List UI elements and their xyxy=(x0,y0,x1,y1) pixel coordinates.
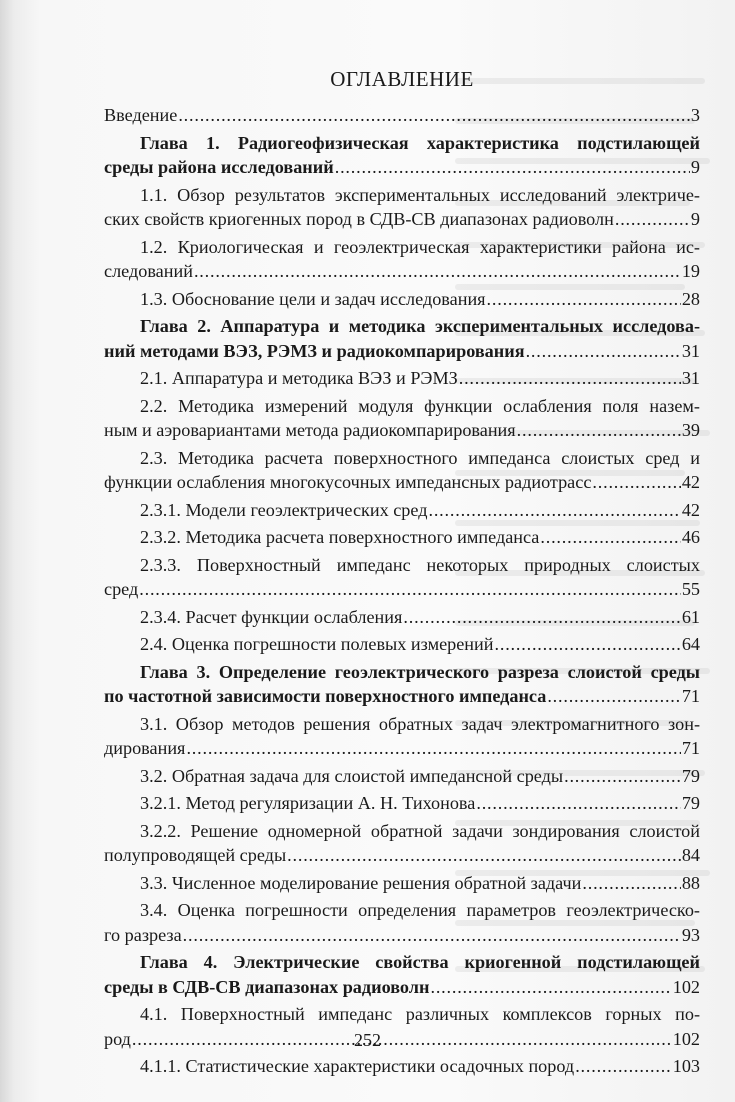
toc-entry-text: Глава 2. Аппаратура и методика экспериментальных исследова- xyxy=(140,316,700,336)
toc-entry-text: 3.3. Численное моделирование решения обратной задачи xyxy=(140,872,582,893)
toc-entry-line xyxy=(104,819,700,844)
toc-entry-line xyxy=(104,712,700,737)
toc-page-number: 71 xyxy=(681,738,700,758)
toc-page-number: 84 xyxy=(681,845,700,865)
dot-leader xyxy=(575,1054,672,1079)
toc-entry xyxy=(104,103,700,128)
toc-entry-line xyxy=(104,235,700,260)
toc-page-number: 46 xyxy=(681,527,700,547)
toc-entry-line xyxy=(104,660,700,685)
toc-entry-leader-line xyxy=(104,498,700,523)
toc-entry-text: 1.2. Криологическая и геоэлектрическая характеристики района ис- xyxy=(140,236,700,257)
dot-leader xyxy=(428,498,680,523)
toc-entry-text: 2.3.2. Методика расчета поверхностного импеданса xyxy=(140,527,540,547)
toc-page-number: 28 xyxy=(681,288,700,309)
toc-entry-text: дирования xyxy=(104,738,186,758)
toc-entry-text: Введение xyxy=(104,105,178,125)
toc-entry-line xyxy=(104,1002,700,1027)
toc-entry xyxy=(104,366,700,391)
toc-entry-leader-line xyxy=(104,577,700,602)
toc-entry xyxy=(104,287,700,312)
dot-leader xyxy=(459,366,681,391)
toc-entry xyxy=(104,235,700,284)
toc-entry xyxy=(104,553,700,602)
dot-leader xyxy=(547,684,680,709)
toc-entries xyxy=(104,103,700,1079)
toc-entry-text: полупроводящей среды xyxy=(104,845,287,865)
toc-entry-text: 4.1.1. Статистические характеристики осадочных пород xyxy=(140,1056,575,1076)
toc-entry-leader-line xyxy=(104,871,700,896)
toc-entry-leader-line xyxy=(104,339,700,364)
dot-leader xyxy=(592,470,680,495)
toc-entry-leader-line xyxy=(104,975,700,1000)
dot-leader xyxy=(517,418,681,443)
toc-entry xyxy=(104,525,700,550)
dot-leader xyxy=(615,207,690,232)
toc-page-number: 42 xyxy=(681,472,700,492)
toc-entry-text: 1.1. Обзор результатов экспериментальных исследований электриче- xyxy=(140,184,700,205)
toc-entry xyxy=(104,183,700,232)
dot-leader xyxy=(403,605,680,630)
toc-entry-text: 4.1. Поверхностный импеданс различных комплексов горных по- xyxy=(140,1004,700,1024)
toc-page-number: 103 xyxy=(672,1056,700,1076)
toc-entry xyxy=(104,605,700,630)
dot-leader xyxy=(487,287,681,312)
toc-entry-text: 3.4. Оценка погрешности определения параметров геоэлектрическо- xyxy=(140,900,700,920)
toc-entry xyxy=(104,712,700,761)
toc-entry xyxy=(104,394,700,443)
toc-page-number: 71 xyxy=(681,686,700,706)
dot-leader xyxy=(335,155,690,180)
toc-entry-text: среды района исследований xyxy=(104,157,334,177)
toc-entry xyxy=(104,632,700,657)
toc-entry-leader-line xyxy=(104,764,700,789)
toc-entry-text: 3.2.1. Метод регуляризации А. Н. Тихонова xyxy=(140,793,476,813)
toc-page-number: 31 xyxy=(681,340,700,361)
dot-leader xyxy=(186,736,680,761)
toc-page-number: 9 xyxy=(690,157,700,177)
toc-page-number: 102 xyxy=(672,1028,700,1049)
toc-entry-line xyxy=(104,950,700,975)
toc-entry-leader-line xyxy=(104,259,700,284)
toc-entry-leader-line xyxy=(104,207,700,232)
toc-page-number: 79 xyxy=(681,793,700,813)
toc-entry-text: следований xyxy=(104,261,193,281)
dot-leader xyxy=(526,339,681,364)
toc-entry-leader-line xyxy=(104,632,700,657)
toc-page-number: 39 xyxy=(681,420,700,440)
toc-entry-text: Глава 4. Электрические свойства криогенной подстилающей xyxy=(140,952,700,972)
toc-entry xyxy=(104,791,700,816)
toc-entry-leader-line xyxy=(104,366,700,391)
toc-entry-text: ным и аэровариантами метода радиокомпарирования xyxy=(104,420,516,440)
toc-entry-text: сред xyxy=(104,579,139,599)
toc-entry xyxy=(104,446,700,495)
toc-page-number: 31 xyxy=(681,368,700,388)
toc-entry xyxy=(104,660,700,709)
toc-entry xyxy=(104,898,700,947)
toc-entry-leader-line xyxy=(104,843,700,868)
toc-entry xyxy=(104,1054,700,1079)
toc-page-number: 9 xyxy=(690,209,700,229)
toc-page-number: 55 xyxy=(681,579,700,599)
dot-leader xyxy=(430,975,671,1000)
toc-entry-leader-line xyxy=(104,1054,700,1079)
dot-leader xyxy=(287,843,681,868)
toc-entry xyxy=(104,131,700,180)
dot-leader xyxy=(194,259,681,284)
toc-entry-text: 2.3.4. Расчет функции ослабления xyxy=(140,606,403,627)
table-of-contents xyxy=(104,66,700,1082)
toc-page-number: 88 xyxy=(681,872,700,893)
toc-entry-text: 2.3.3. Поверхностный импеданс некоторых природных слоистых xyxy=(140,554,700,575)
toc-page-number: 93 xyxy=(681,924,700,945)
toc-entry-leader-line xyxy=(104,418,700,443)
dot-leader xyxy=(564,764,681,789)
toc-entry-text: ний методами ВЭЗ, РЭМЗ и радиокомпарирования xyxy=(104,340,525,361)
toc-entry-leader-line xyxy=(104,103,700,128)
toc-entry-text: 3.2.2. Решение одномерной обратной задачи зондирования слоистой xyxy=(140,820,700,841)
toc-entry-text: 1.3. Обоснование цели и задач исследования xyxy=(140,288,486,309)
dot-leader xyxy=(582,871,680,896)
toc-page-number: 3 xyxy=(690,105,700,125)
toc-entry-text: Глава 3. Определение геоэлектрического разреза слоистой среды xyxy=(140,661,700,682)
dot-leader xyxy=(540,525,680,550)
toc-page-number: 61 xyxy=(681,606,700,627)
toc-entry xyxy=(104,950,700,999)
toc-entry-text: 2.3.1. Модели геоэлектрических сред xyxy=(140,499,428,520)
toc-entry-leader-line xyxy=(104,470,700,495)
toc-entry-text: род xyxy=(104,1028,131,1049)
toc-entry-line xyxy=(104,183,700,208)
toc-page-number: 79 xyxy=(681,765,700,786)
toc-page-number: 19 xyxy=(681,261,700,281)
toc-entry-text: 2.4. Оценка погрешности полевых измерений xyxy=(140,634,494,654)
toc-entry-text: по частотной зависимости поверхностного импеданса xyxy=(104,686,547,706)
toc-entry-text: го разреза xyxy=(104,924,182,945)
toc-entry-leader-line xyxy=(104,287,700,312)
toc-entry-text: 3.2. Обратная задача для слоистой импедансной среды xyxy=(140,765,564,786)
dot-leader xyxy=(476,791,680,816)
toc-page-number: 64 xyxy=(681,634,700,654)
toc-entry xyxy=(104,314,700,363)
toc-title: ОГЛАВЛЕНИЕ xyxy=(330,67,474,91)
toc-entry-line xyxy=(104,394,700,419)
toc-entry-leader-line xyxy=(104,923,700,948)
toc-entry-leader-line xyxy=(104,684,700,709)
toc-page-number: 42 xyxy=(681,499,700,520)
toc-entry xyxy=(104,819,700,868)
dot-leader xyxy=(178,103,690,128)
toc-entry-text: Глава 1. Радиогеофизическая характеристика подстилающей xyxy=(140,132,700,153)
dot-leader xyxy=(183,923,681,948)
toc-entry-text: среды в СДВ-СВ диапазонах радиоволн xyxy=(104,976,430,997)
toc-entry-leader-line xyxy=(104,791,700,816)
toc-entry xyxy=(104,871,700,896)
toc-entry-text: функции ослабления многокусочных импедансных радиотрасс xyxy=(104,472,592,492)
toc-page-number: 102 xyxy=(672,976,700,997)
toc-entry-line xyxy=(104,314,700,339)
toc-entry-text: 3.1. Обзор методов решения обратных задач электромагнитного зон- xyxy=(140,713,700,734)
toc-entry-line xyxy=(104,131,700,156)
toc-entry-text: 2.3. Методика расчета поверхностного импеданса слоистых сред и xyxy=(140,447,700,468)
toc-entry-line xyxy=(104,553,700,578)
toc-entry-text: ских свойств криогенных пород в СДВ-СВ диапазонах радиоволн xyxy=(104,209,614,229)
toc-entry-leader-line xyxy=(104,605,700,630)
toc-entry-leader-line xyxy=(104,736,700,761)
toc-entry-leader-line xyxy=(104,155,700,180)
toc-entry-leader-line xyxy=(104,525,700,550)
toc-entry-text: 2.1. Аппаратура и методика ВЭЗ и РЭМЗ xyxy=(140,368,458,388)
page-number: 252 xyxy=(354,1030,381,1050)
toc-entry-line xyxy=(104,898,700,923)
toc-entry xyxy=(104,764,700,789)
toc-entry xyxy=(104,498,700,523)
dot-leader xyxy=(139,577,681,602)
toc-entry-line xyxy=(104,446,700,471)
dot-leader xyxy=(495,632,681,657)
toc-entry-text: 2.2. Методика измерений модуля функции ослабления поля назем- xyxy=(140,395,700,416)
